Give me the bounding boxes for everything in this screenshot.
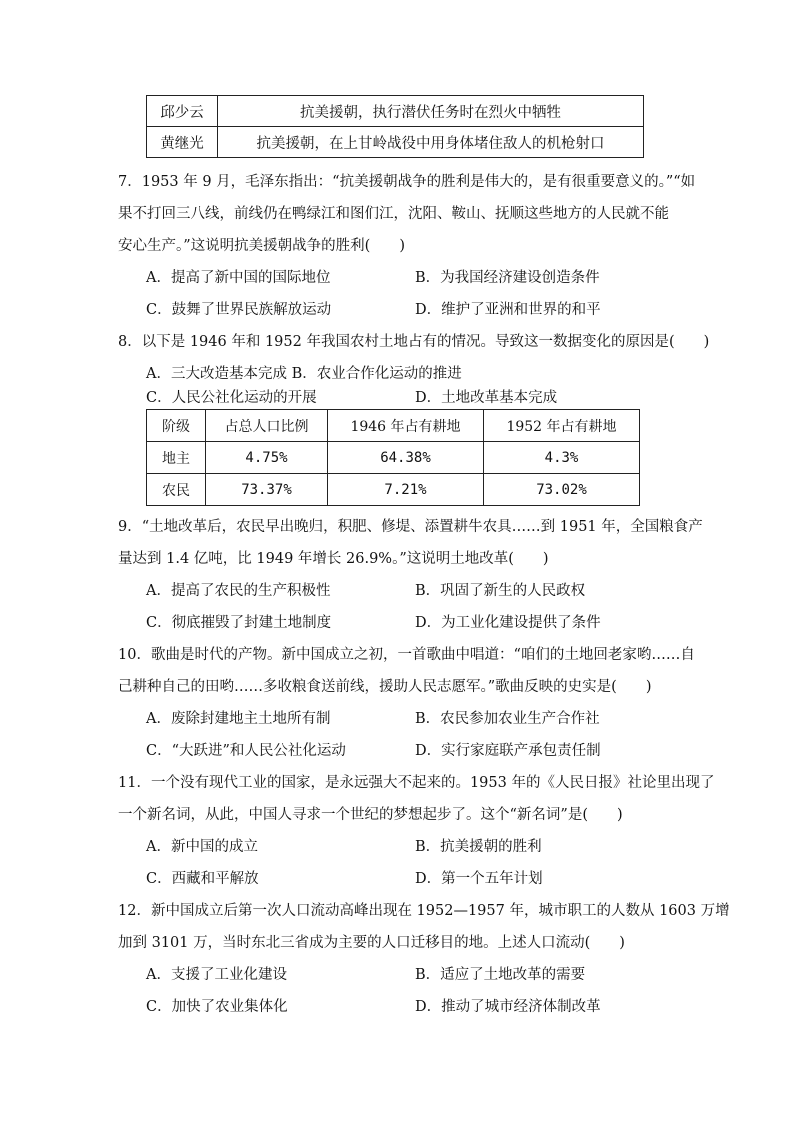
q10-option-b: B．农民参加农业生产合作社 (415, 711, 600, 727)
q7-stem-line: 果不打回三八线，前线仍在鸭绿江和图们江，沈阳、鞍山、抚顺这些地方的人民就不能 (118, 206, 669, 222)
table-header-row (147, 410, 640, 442)
table-cell: 地主 (147, 442, 206, 474)
q8-option-c: C．人民公社化运动的开展 (146, 390, 317, 406)
q8-option-d: D．土地改革基本完成 (415, 390, 558, 406)
table-cell: 73.37% (206, 474, 328, 506)
q7-option-b: B．为我国经济建设创造条件 (415, 270, 600, 286)
q7-option-d: D．维护了亚洲和世界的和平 (415, 302, 601, 318)
q10-option-c: C．“大跃进”和人民公社化运动 (146, 743, 346, 759)
q10-option-d: D．实行家庭联产承包责任制 (415, 743, 601, 759)
q7-stem-line: 安心生产。”这说明抗美援朝战争的胜利( ) (118, 238, 405, 254)
q9-stem-line: 量达到 1.4 亿吨，比 1949 年增长 26.9%。”这说明土地改革( ) (118, 551, 549, 567)
q11-option-a: A．新中国的成立 (146, 839, 258, 855)
q8-option-ab: A．三大改造基本完成 B．农业合作化运动的推进 (146, 366, 462, 382)
column-header: 1946 年占有耕地 (328, 410, 484, 442)
table-cell: 73.02% (484, 474, 640, 506)
column-header: 1952 年占有耕地 (484, 410, 640, 442)
hero-name: 黄继光 (147, 127, 218, 158)
heroes-table (146, 95, 644, 158)
q11-option-d: D．第一个五年计划 (415, 871, 543, 887)
q9-option-a: A．提高了农民的生产积极性 (146, 583, 331, 599)
q12-option-b: B．适应了土地改革的需要 (415, 967, 586, 983)
q11-stem-line: 一个新名词，从此，中国人寻求一个世纪的梦想起步了。这个“新名词”是( ) (118, 807, 623, 823)
q11-stem-line: 11．一个没有现代工业的国家，是永远强大不起来的。1953 年的《人民日报》社论里出现了 (118, 775, 715, 791)
hero-deed: 抗美援朝，执行潜伏任务时在烈火中牺牲 (218, 96, 644, 127)
q12-stem-line: 加到 3101 万，当时东北三省成为主要的人口迁移目的地。上述人口流动( ) (118, 935, 625, 951)
q7-option-a: A．提高了新中国的国际地位 (146, 270, 331, 286)
q12-option-d: D．推动了城市经济体制改革 (415, 999, 601, 1015)
q12-stem-line: 12．新中国成立后第一次人口流动高峰出现在 1952—1957 年，城市职工的人数从 1603 万增 (118, 903, 730, 919)
q9-option-d: D．为工业化建设提供了条件 (415, 615, 601, 631)
q9-stem-line: 9．“土地改革后，农民早出晚归，积肥、修堤、添置耕牛农具……到 1951 年，全国粮食产 (118, 519, 703, 535)
q8-stem-line: 8．以下是 1946 年和 1952 年我国农村土地占有的情况。导致这一数据变化的原因是( ) (118, 334, 710, 350)
q10-stem-line: 10．歌曲是时代的产物。新中国成立之初，一首歌曲中唱道：“咱们的土地回老家哟……自 (118, 647, 695, 663)
table-cell: 64.38% (328, 442, 484, 474)
table-row (147, 127, 644, 158)
table-row (147, 96, 644, 127)
q11-option-c: C．西藏和平解放 (146, 871, 259, 887)
q7-stem-line: 7．1953 年 9 月，毛泽东指出：“抗美援朝战争的胜利是伟大的，是有很重要意义的。”“如 (118, 174, 696, 190)
table-row (147, 442, 640, 474)
table-row (147, 474, 640, 506)
hero-name: 邱少云 (147, 96, 218, 127)
column-header: 阶级 (147, 410, 206, 442)
q12-option-c: C．加快了农业集体化 (146, 999, 288, 1015)
hero-deed: 抗美援朝，在上甘岭战役中用身体堵住敌人的机枪射口 (218, 127, 644, 158)
land-table (146, 409, 640, 506)
table-cell: 4.3% (484, 442, 640, 474)
table-cell: 7.21% (328, 474, 484, 506)
table-cell: 农民 (147, 474, 206, 506)
column-header: 占总人口比例 (206, 410, 328, 442)
q9-option-b: B．巩固了新生的人民政权 (415, 583, 586, 599)
q10-stem-line: 己耕种自己的田哟……多收粮食送前线，援助人民志愿军。”歌曲反映的史实是( ) (118, 679, 652, 695)
table-cell: 4.75% (206, 442, 328, 474)
q9-option-c: C．彻底摧毁了封建土地制度 (146, 615, 332, 631)
q10-option-a: A．废除封建地主土地所有制 (146, 711, 331, 727)
q12-option-a: A．支援了工业化建设 (146, 967, 287, 983)
q11-option-b: B．抗美援朝的胜利 (415, 839, 542, 855)
q7-option-c: C．鼓舞了世界民族解放运动 (146, 302, 332, 318)
